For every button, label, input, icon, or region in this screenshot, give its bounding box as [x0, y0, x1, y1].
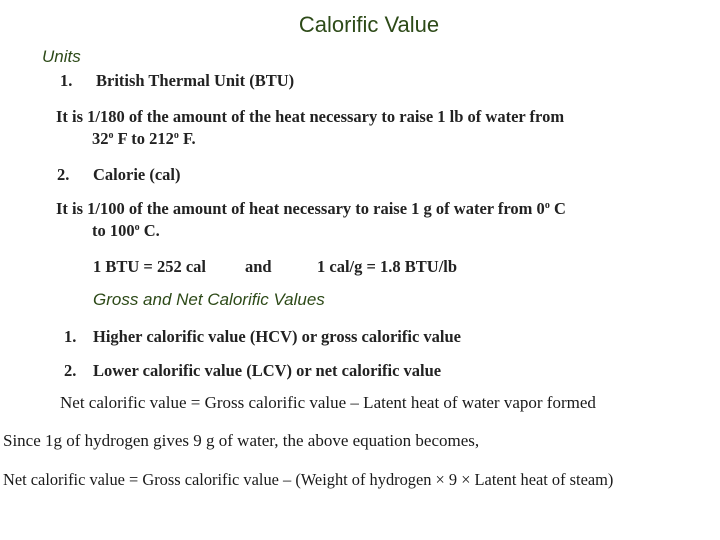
hydrogen-statement: Since 1g of hydrogen gives 9 g of water, the above equation becomes, [3, 431, 480, 450]
conversion-left: 1 BTU = 252 cal [93, 257, 206, 276]
unit-description-calorie [56, 198, 566, 242]
conversion-right: 1 cal/g = 1.8 BTU/lb [317, 257, 458, 276]
description-line [56, 198, 566, 220]
page-title-text: Calorific Value [298, 12, 440, 37]
text-fragment: C. [139, 221, 160, 240]
gross-net-heading: Gross and Net Calorific Values [93, 290, 325, 309]
value-number: 2. [64, 361, 77, 380]
unit-item-btu [60, 71, 294, 91]
unit-item-calorie [57, 165, 181, 185]
formula-net-calorific-hydrogen: Net calorific value = Gross calorific value – (Weight of hydrogen × 9 × Latent heat of steam) [3, 470, 614, 489]
degree-superscript: o [544, 200, 550, 211]
units-heading: Units [42, 47, 81, 66]
unit-label: British Thermal Unit (BTU) [96, 71, 295, 90]
value-item-lcv [64, 361, 441, 381]
text-fragment: F to 212 [113, 129, 174, 148]
degree-superscript: o [134, 222, 140, 233]
degree-superscript: o [173, 130, 179, 141]
text-fragment: to 100 [92, 221, 135, 240]
formula-net-calorific: Net calorific value = Gross calorific value – Latent heat of water vapor formed [60, 393, 596, 412]
page-title [0, 12, 720, 38]
unit-label: Calorie (cal) [93, 165, 181, 184]
degree-superscript: o [108, 130, 114, 141]
text-fragment: F. [178, 129, 196, 148]
value-number: 1. [64, 327, 77, 346]
description-line [56, 128, 564, 150]
unit-number: 2. [57, 165, 70, 184]
value-label: Higher calorific value (HCV) or gross calorific value [93, 327, 461, 346]
text-fragment: It is 1/100 of the amount of heat necessary to raise 1 g of water from 0 [56, 199, 545, 218]
unit-description-btu [56, 106, 564, 150]
value-label: Lower calorific value (LCV) or net calorific value [93, 361, 442, 380]
description-line [56, 220, 566, 242]
unit-number: 1. [60, 71, 73, 90]
description-line: It is 1/180 of the amount of the heat necessary to raise 1 lb of water from [56, 107, 565, 126]
text-fragment: C [549, 199, 566, 218]
conversion-and: and [245, 257, 272, 276]
value-item-hcv [64, 327, 461, 347]
text-fragment: 32 [92, 129, 109, 148]
